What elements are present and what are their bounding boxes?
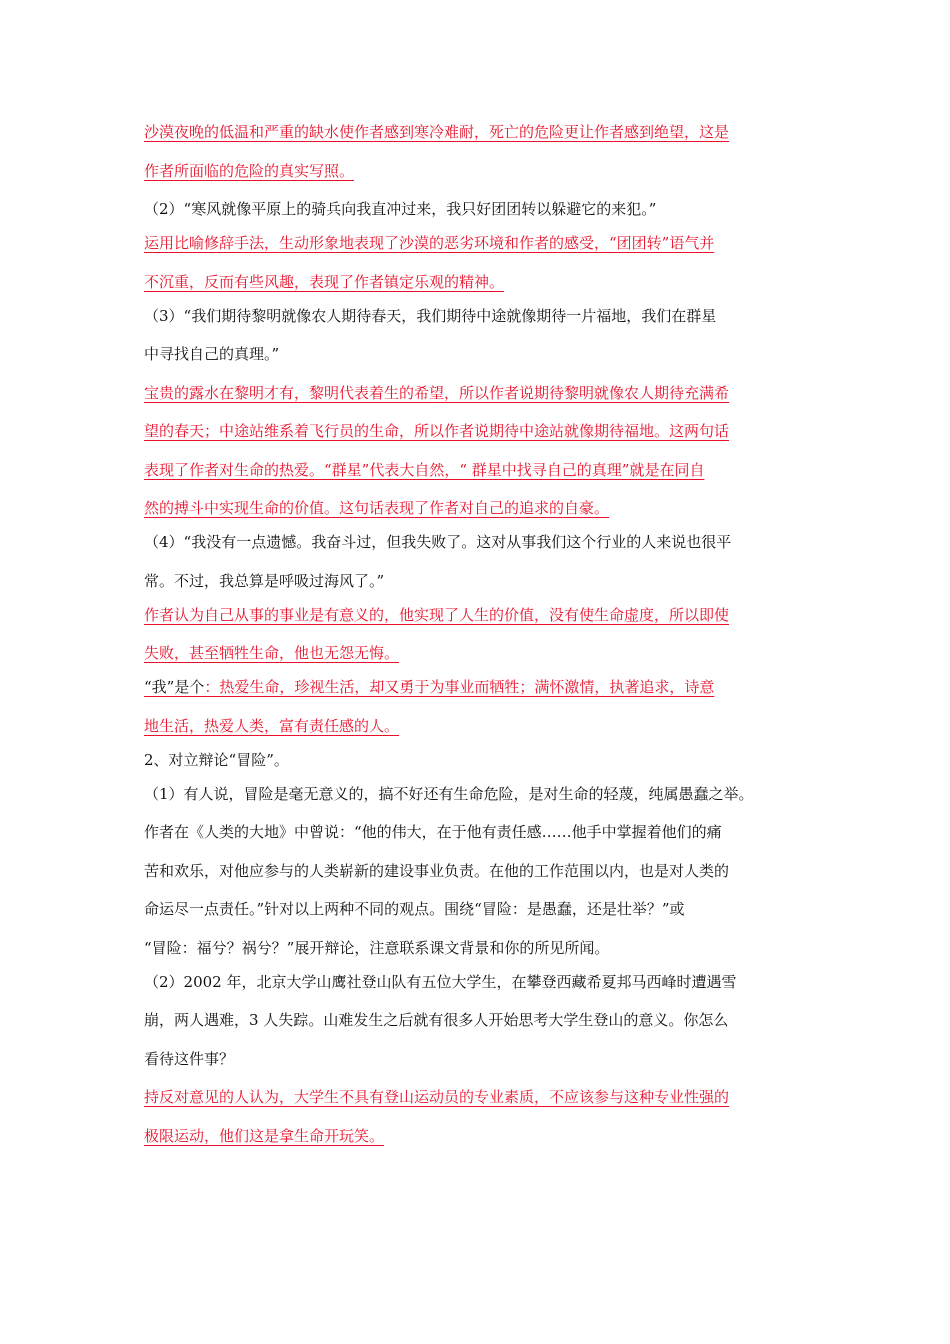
answer-line: 持反对意见的人认为，大学生不具有登山运动员的专业素质，不应该参与这种专业性强的	[144, 1088, 730, 1106]
answer-line: 地生活，热爱人类，富有责任感的人。	[144, 716, 400, 735]
document-body	[144, 122, 814, 1164]
question-line: 命运尽一点责任。”针对以上两种不同的观点。围绕“冒险：是愚蠢，还是壮举？”或	[144, 900, 685, 918]
answer-line: 作者认为自己从事的事业是有意义的，他实现了人生的价值，没有使生命虚度，所以即使	[144, 605, 730, 624]
answer-line: 宝贵的露水在黎明才有，黎明代表着生的希望，所以作者说期待黎明就像农人期待充满希	[144, 383, 730, 402]
question-line: （3）“我们期待黎明就像农人期待春天，我们期待中途就像期待一片福地，我们在群星	[144, 306, 717, 325]
question-line: （1）有人说，冒险是毫无意义的，搞不好还有生命危险，是对生命的轻蔑，纯属愚蠢之举。	[144, 784, 754, 803]
question-line: 常。不过，我总算是呼吸过海风了。”	[144, 571, 385, 590]
answer-text: ：热爱生命，珍视生活，却又勇于为事业而牺牲；满怀激情，执著追求，诗意	[204, 678, 715, 696]
answer-line: 然的搏斗中实现生命的价值。这句话表现了作者对自己的追求的自豪。	[144, 499, 610, 517]
answer-line: 失败，甚至牺牲生命，他也无怨无悔。	[144, 644, 400, 662]
answer-line: 沙漠夜晚的低温和严重的缺水使作者感到寒冷难耐，死亡的危险更让作者感到绝望，这是	[144, 123, 730, 141]
question-line: （4）“我没有一点遗憾。我奋斗过，但我失败了。这对从事我们这个行业的人来说也很平	[144, 533, 732, 551]
section-heading: 2、对立辩论“冒险”。	[144, 750, 289, 769]
answer-line: 作者所面临的危险的真实写照。	[144, 161, 355, 180]
answer-line: 不沉重，反而有些风趣，表现了作者镇定乐观的精神。	[144, 272, 505, 291]
answer-line: 极限运动，他们这是拿生命开玩笑。	[144, 1126, 385, 1145]
question-line: 苦和欢乐，对他应参与的人类崭新的建设事业负责。在他的工作范围以内，也是对人类的	[144, 861, 730, 880]
question-line: 看待这件事？	[144, 1049, 235, 1068]
answer-line-mixed	[144, 677, 814, 697]
answer-line: 运用比喻修辞手法，生动形象地表现了沙漠的恶劣环境和作者的感受，“团团转”语气并	[144, 234, 715, 252]
answer-lead-text: “我”是个	[144, 678, 205, 696]
question-line: 作者在《人类的大地》中曾说：“他的伟大，在于他有责任感……他手中掌握着他们的痛	[144, 823, 722, 841]
question-line: “冒险：福兮？祸兮？”展开辩论，注意联系课文背景和你的所见所闻。	[144, 938, 610, 957]
question-line: 中寻找自己的真理。”	[144, 345, 280, 363]
answer-line: 望的春天；中途站维系着飞行员的生命，所以作者说期待中途站就像期待福地。这两句话	[144, 422, 730, 440]
question-line: （2）“寒风就像平原上的骑兵向我直冲过来，我只好团团转以躲避它的来犯。”	[144, 200, 657, 218]
answer-line: 表现了作者对生命的热爱。“群星”代表大自然，“ 群星中找寻自己的真理”就是在同自	[144, 460, 705, 479]
question-line: （2）2002 年，北京大学山鹰社登山队有五位大学生，在攀登西藏希夏邦马西峰时遭遇雪	[144, 972, 737, 991]
question-line: 崩，两人遇难，3 人失踪。山难发生之后就有很多人开始思考大学生登山的意义。你怎么	[144, 1011, 729, 1029]
